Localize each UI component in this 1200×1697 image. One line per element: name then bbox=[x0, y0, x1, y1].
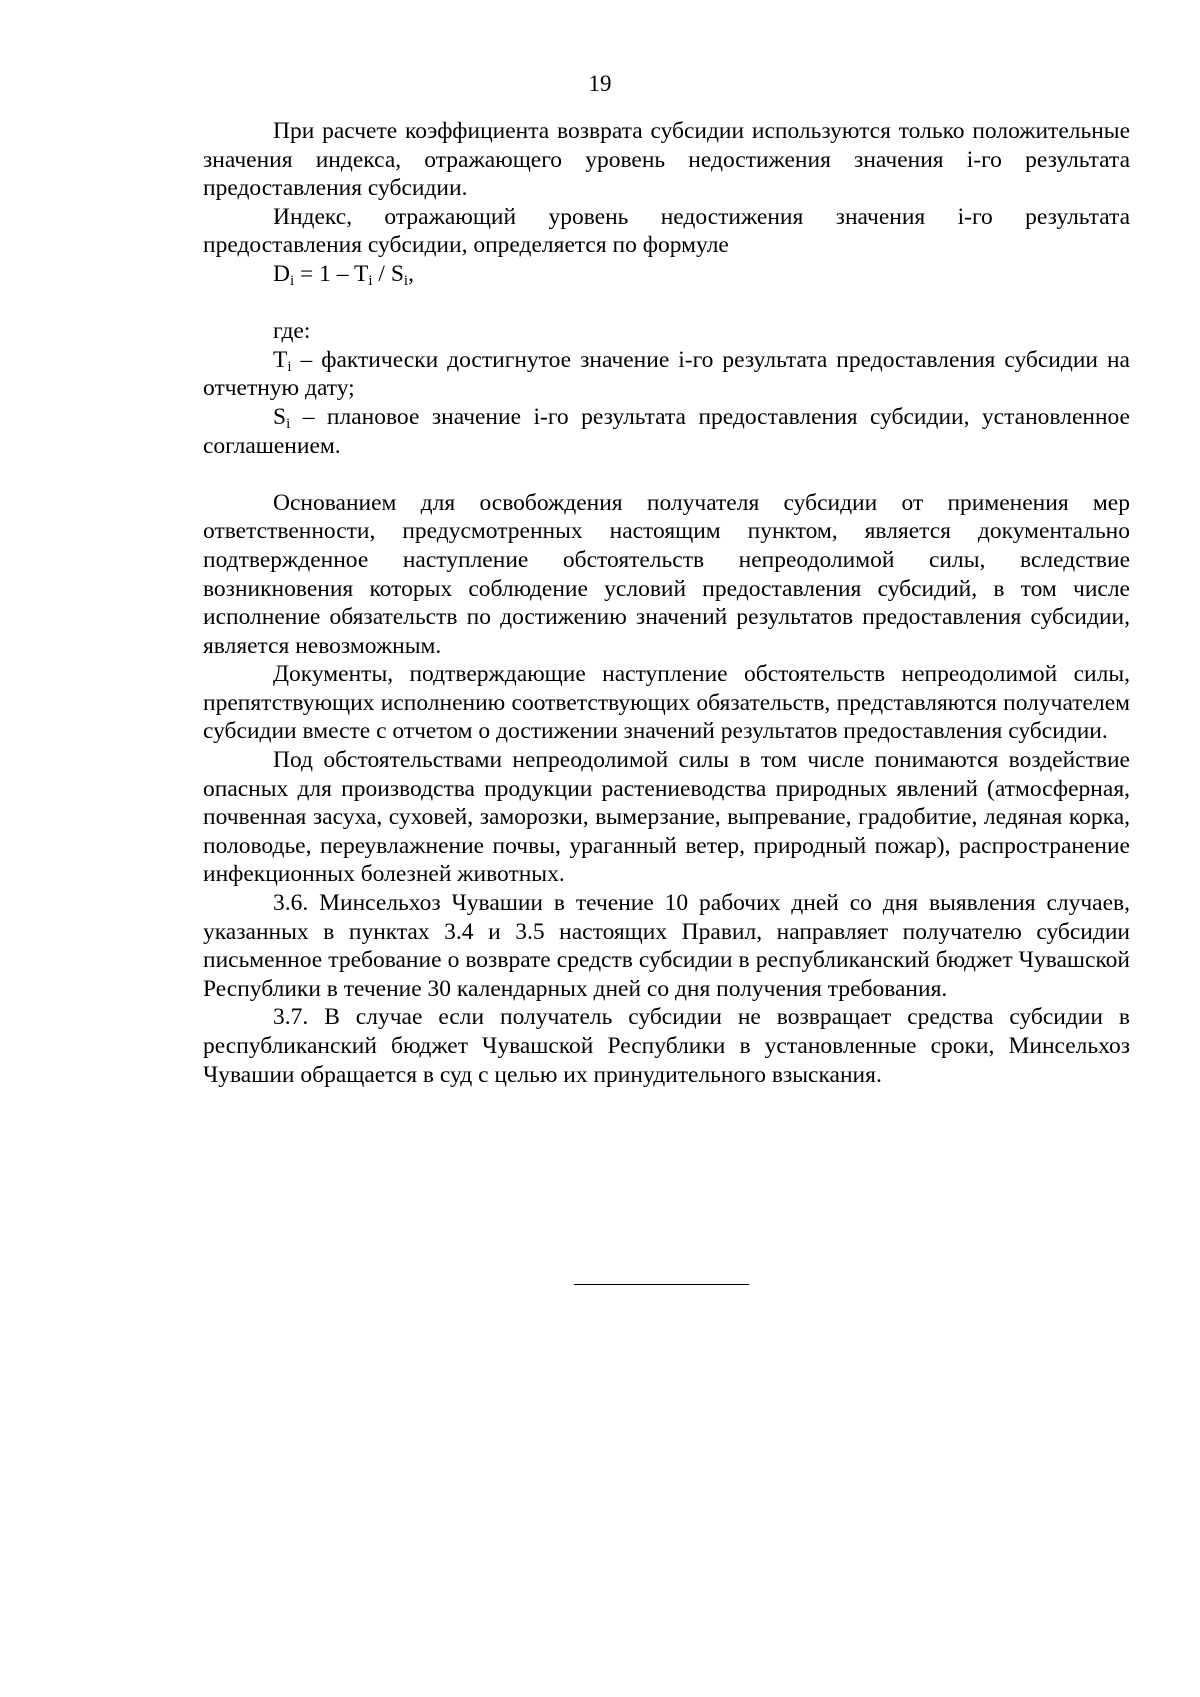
formula-equals: = 1 – bbox=[294, 260, 354, 287]
paragraph-index-definition: Индекс, отражающий уровень недостижения значения i-го результата предоставления субсидии, определяется по формуле bbox=[203, 203, 1130, 259]
formula-s: S bbox=[390, 260, 404, 287]
formula-d-subscript: i bbox=[289, 272, 295, 289]
where-label: где: bbox=[273, 318, 311, 345]
definition-t-text: – фактически достигнутое значение i-го результата предоставления субсидии на отчетную дату; bbox=[203, 346, 1130, 402]
formula-d: D bbox=[273, 260, 290, 287]
page-number: 19 bbox=[588, 71, 612, 96]
paragraph-clause-3-6: 3.6. Минсельхоз Чувашии в течение 10 рабочих дней со дня выявления случаев, указанных в пунктах 3.4 и 3.5 настоящих Правил, направляет получателю субсидии письменное требование о возврате средств субсидии в республиканский бюджет Чувашской Республики в течение 30 календарных дней со дня получения требования. bbox=[203, 890, 1130, 1002]
formula-divide: / bbox=[372, 260, 391, 287]
document-body bbox=[203, 117, 1130, 1089]
definition-t-subscript: i bbox=[287, 358, 292, 375]
definition-s bbox=[203, 403, 1130, 460]
end-separator-line bbox=[574, 1284, 749, 1285]
paragraph-force-majeure-documents: Документы, подтверждающие наступление обстоятельств непреодолимой силы, препятствующих исполнению соответствующих обязательств, представляются получателем субсидии вместе с отчетом о достижении значений результатов предоставления субсидии. bbox=[203, 661, 1130, 745]
definition-s-subscript: i bbox=[286, 415, 291, 432]
paragraph-force-majeure-examples: Под обстоятельствами непреодолимой силы в том числе понимаются воздействие опасных для производства продукции растениеводства природных явлений (атмосферная, почвенная засуха, суховей, заморозки, вымерзание, выпревание, градобитие, ледяная корка, половодье, переувлажнение почвы, ураганный ветер, природный пожар), распространение инфекционных болезней животных. bbox=[203, 747, 1130, 888]
paragraph-coefficient-note: При расчете коэффициента возврата субсидии используются только положительные значения индекса, отражающего уровень недостижения значения i-го результата предоставления субсидии. bbox=[203, 118, 1130, 202]
formula-s-subscript: i bbox=[403, 272, 409, 289]
definition-t-symbol: T bbox=[273, 346, 288, 373]
formula-index bbox=[203, 260, 1130, 289]
definition-s-text: – плановое значение i-го результата предоставления субсидии, установленное соглашением. bbox=[203, 403, 1130, 459]
formula-end: , bbox=[408, 260, 414, 287]
definition-t bbox=[203, 346, 1130, 403]
paragraph-clause-3-7: 3.7. В случае если получатель субсидии не возвращает средства субсидии в республиканский бюджет Чувашской Республики в установленные сроки, Минсельхоз Чувашии обращается в суд с целью их принудительного взыскания. bbox=[203, 1004, 1130, 1088]
formula-t: T bbox=[354, 260, 369, 287]
formula-t-subscript: i bbox=[368, 272, 373, 289]
definition-s-symbol: S bbox=[273, 403, 287, 430]
paragraph-force-majeure-basis: Основанием для освобождения получателя субсидии от применения мер ответственности, предусмотренных настоящим пунктом, является документально подтвержденное наступление обстоятельств непреодолимой силы, вследствие возникновения которых соблюдение условий предоставления субсидий, в том числе исполнение обязательств по достижению значений результатов предоставления субсидии, является невозможным. bbox=[203, 489, 1130, 659]
